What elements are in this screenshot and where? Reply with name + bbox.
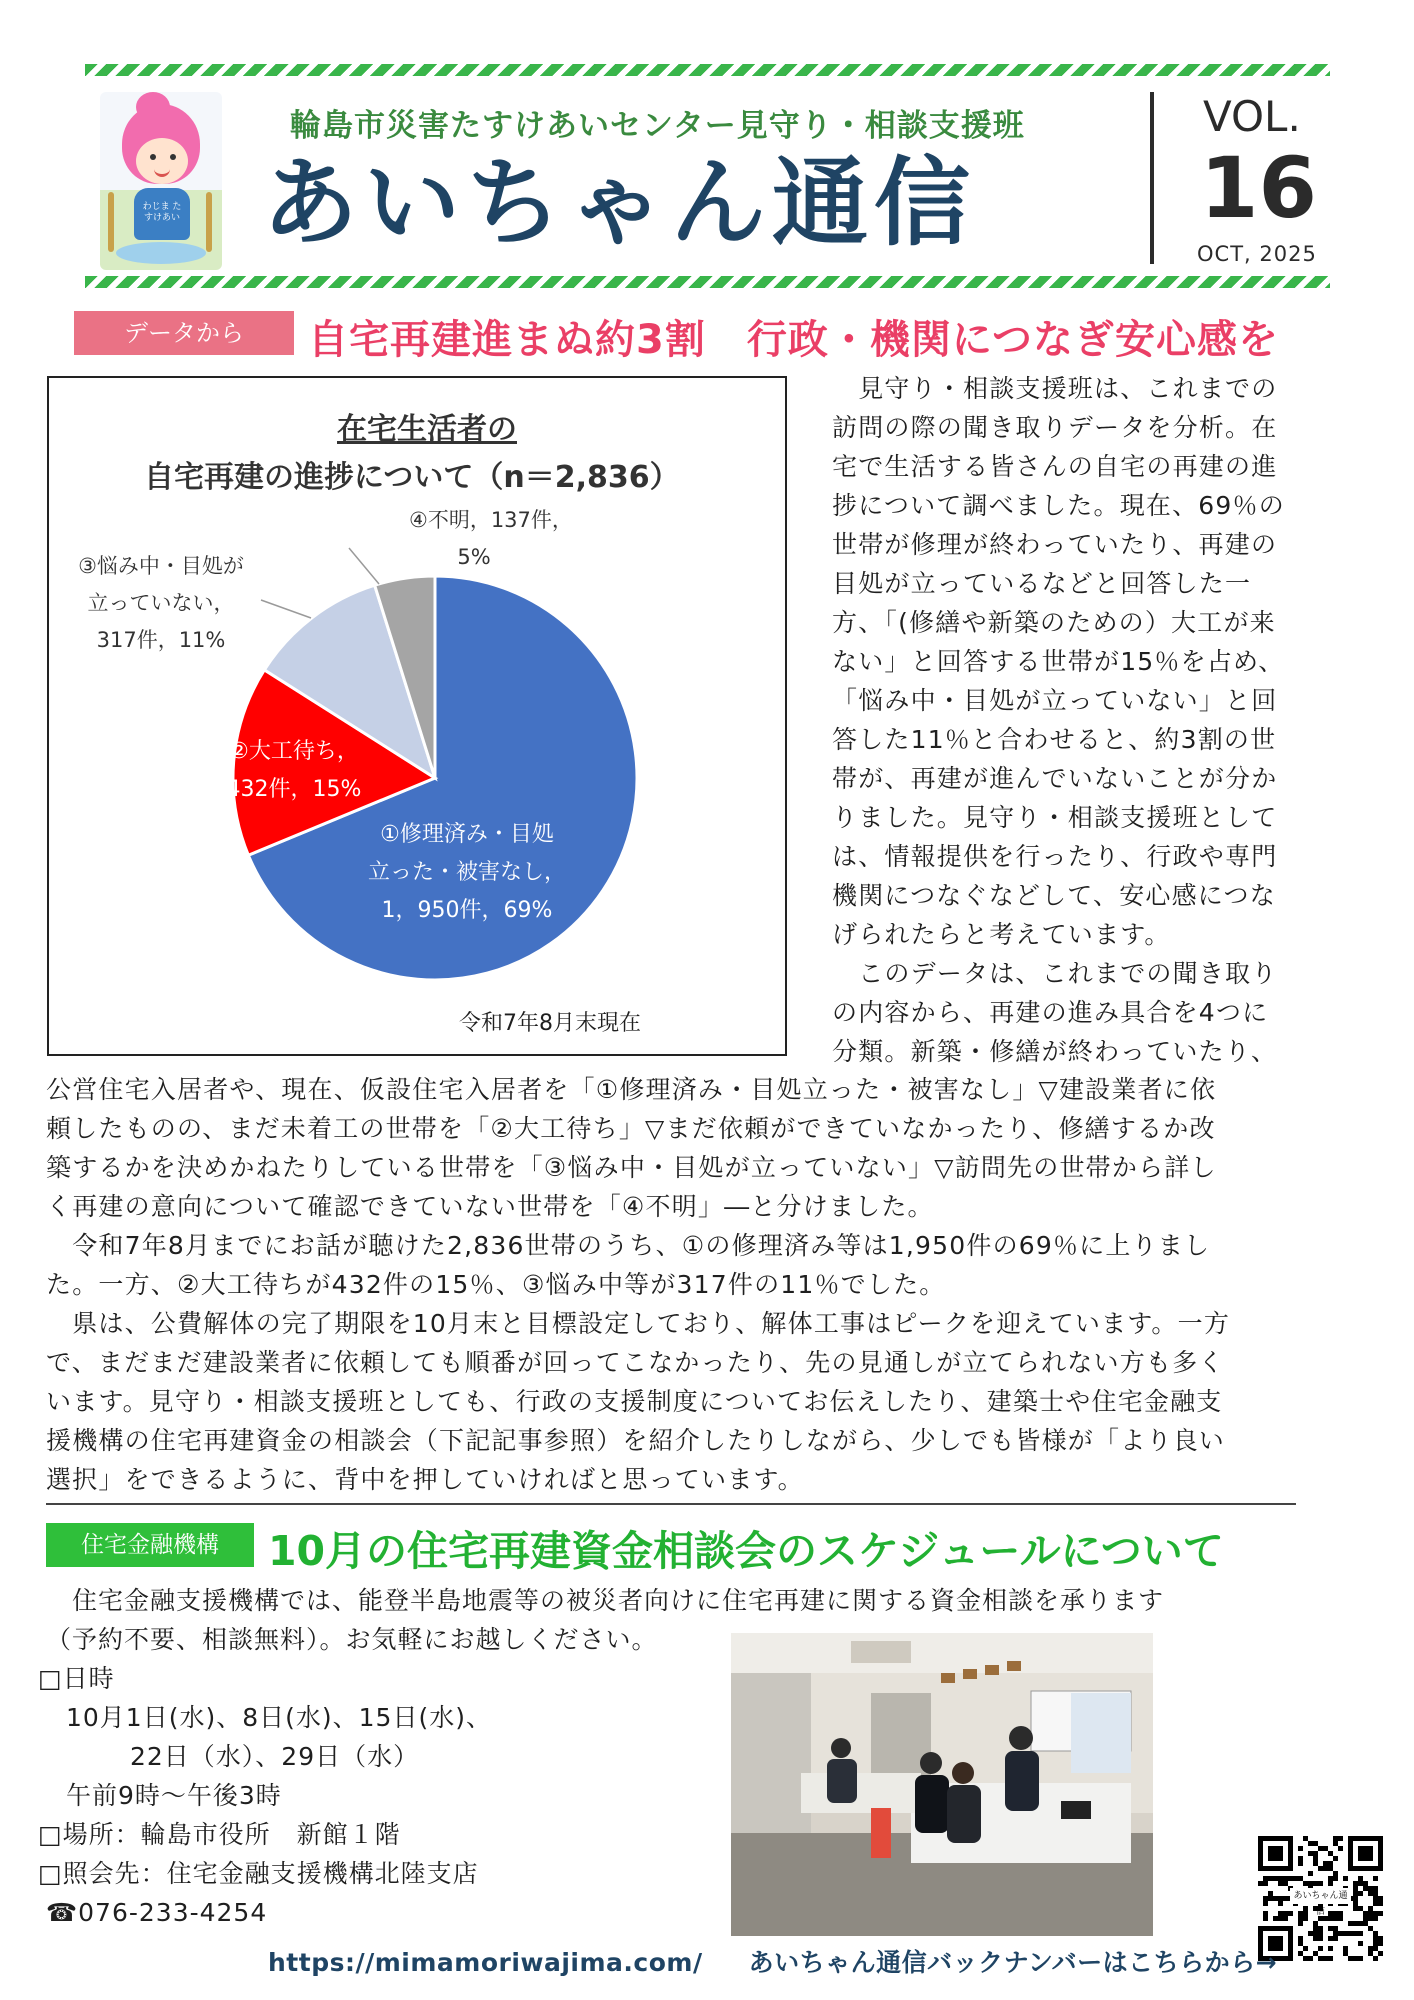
section2-headline: 10月の住宅再建資金相談会のスケジュールについて	[268, 1527, 1224, 1575]
header-divider	[1150, 92, 1154, 264]
website-link[interactable]: https://mimamoriwajima.com/	[268, 1948, 703, 1977]
schedule-date-label: □日時	[38, 1664, 115, 1693]
schedule-time: 午前9時～午後3時	[66, 1781, 282, 1810]
header-bottom-stripe	[85, 276, 1330, 288]
issue-date: OCT, 2025	[1197, 242, 1317, 266]
vol-number: 16	[1200, 139, 1317, 237]
slice-label-unknown: ④不明，137件， 5%	[409, 508, 573, 569]
header-top-stripe	[85, 64, 1330, 76]
pie-chart-svg	[49, 378, 785, 1054]
newsletter-title: あいちゃん通信	[262, 147, 976, 259]
leader-line	[261, 600, 311, 618]
slice-label-repaired: ①修理済み・目処 立った・被害なし， 1，950件，69%	[367, 822, 566, 923]
section-tag-housing-finance: 住宅金融機構	[46, 1523, 254, 1567]
section-divider	[46, 1503, 1296, 1505]
slice-label-undecided: ③悩み中・目処が 立っていない， 317件，11%	[78, 554, 244, 652]
article-body: 公営住宅入居者や、現在、仮設住宅入居者を「①修理済み・目処立った・被害なし」▽建設業者に依 頼したものの、まだ未着工の世帯を「②大工待ち」▽まだ依頼ができていなかったり、修繕するか改 築するかを決めかねたりしている世帯を「③悩み中・目処が立っていない」▽訪問先の世帯から詳し く再建の意向について確認できていない世帯を「④不明」―と分けました。 令和7年8月までにお話が聴けた2,836世帯のうち、①の修理済み等は1,950件の69％に上りまし た。一方、②大工待ちが432件の15％、③悩み中等が317件の11％でした。 県は、公費解体の完了期限を10月末と目標設定しており、解体工事はピークを迎えています。一方 で、まだまだ建設業者に依頼しても順番が回ってこなかったり、先の見通しが立てられない方も多く います。見守り・相談支援班としても、行政の支援制度についてお伝えしたり、建築士や住宅金融支 援機構の住宅再建資金の相談会（下記記事参照）を紹介したりしながら、少しでも皆様が「より良い 選択」をできるように、背中を押していければと思っています。	[46, 1075, 1231, 1494]
pie-chart-box	[47, 376, 787, 1056]
qr-caption: あいちゃん通信	[1290, 1888, 1351, 1904]
section2-intro-1: 住宅金融支援機構では、能登半島地震等の被災者向けに住宅再建に関する資金相談を承ります	[46, 1586, 1165, 1615]
footer-line	[268, 1943, 1277, 1979]
article-right-column: 見守り・相談支援班は、これまでの 訪問の際の聞き取りデータを分析。在 宅で生活する皆さんの自宅の再建の進 捗について調べました。現在、69％の 世帯が修理が終わっていたり、再建の 目処が立っているなどと回答した一 方、「(修繕や新築のための）大工が来 ない」と回答する世帯が15％を占め、 「悩み中・目処が立っていない」と回 答した11％と合わせると、約3割の世 帯が、再建が進んでいないことが分か りました。見守り・相談支援班として は、情報提供を行ったり、行政や専門 機関につなぐなどして、安心感につな げられたらと考えています。 このデータは、これまでの聞き取り の内容から、再建の進み具合を4つに 分類。新築・修繕が終わっていたり、	[832, 374, 1285, 1066]
backnumber-text: あいちゃん通信バックナンバーはこちらから→	[748, 1948, 1278, 1977]
schedule-place: □場所：輪島市役所 新館１階	[38, 1820, 401, 1849]
header-subtitle: 輪島市災害たすけあいセンター見守り・相談支援班	[290, 108, 1025, 144]
chart-note: 令和7年8月末現在	[459, 1011, 641, 1036]
chart-title-line1: 在宅生活者の	[337, 412, 517, 447]
schedule-contact: □照会先：住宅金融支援機構北陸支店	[38, 1859, 479, 1888]
slice-label-waiting: ②大工待ち， 432件，15%	[226, 739, 362, 802]
consultation-photo	[731, 1633, 1153, 1936]
schedule-phone[interactable]: ☎076-233-4254	[46, 1898, 268, 1927]
schedule-dates-1: 10月1日(水)、8日(水)、15日(水)、	[66, 1703, 492, 1732]
mascot-illustration: わじま たすけあい	[100, 92, 222, 270]
section2-intro-2: （予約不要、相談無料）。お気軽にお越しください。	[46, 1625, 658, 1654]
leader-line	[349, 548, 379, 584]
section-tag-data: データから	[74, 311, 294, 355]
chart-title-line2: 自宅再建の進捗について（n＝2,836）	[144, 460, 680, 495]
section1-headline: 自宅再建進まぬ約3割 行政・機関につなぎ安心感を	[308, 317, 1280, 363]
schedule-dates-2: 22日（水）、29日（水）	[130, 1742, 420, 1771]
vol-label: VOL.	[1203, 92, 1301, 141]
